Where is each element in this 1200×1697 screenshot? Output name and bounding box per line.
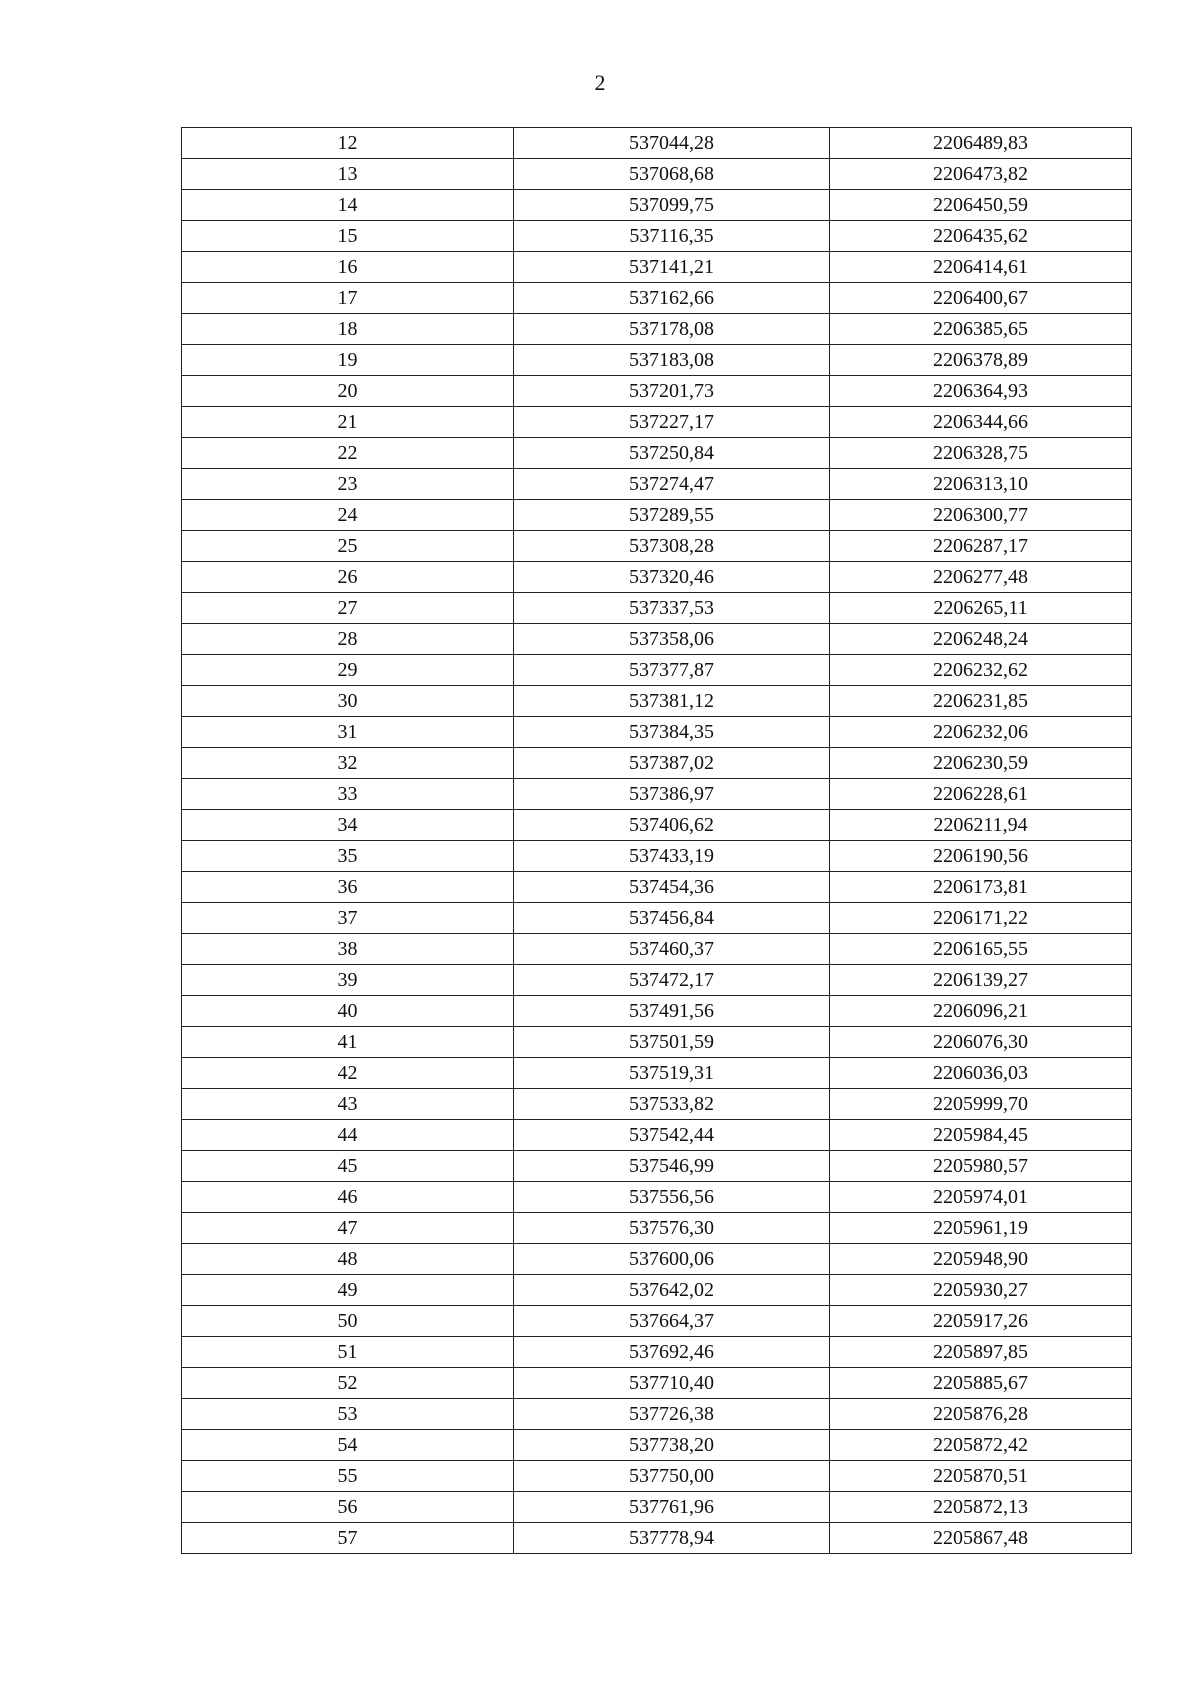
x-coordinate-cell: 537337,53 (514, 593, 830, 624)
x-coordinate-cell: 537519,31 (514, 1058, 830, 1089)
point-number-cell: 46 (182, 1182, 514, 1213)
point-number-cell: 41 (182, 1027, 514, 1058)
x-coordinate-cell: 537491,56 (514, 996, 830, 1027)
y-coordinate-cell: 2206165,55 (830, 934, 1132, 965)
y-coordinate-cell: 2206096,21 (830, 996, 1132, 1027)
point-number-cell: 13 (182, 159, 514, 190)
point-number-cell: 24 (182, 500, 514, 531)
y-coordinate-cell: 2205917,26 (830, 1306, 1132, 1337)
y-coordinate-cell: 2206211,94 (830, 810, 1132, 841)
table-row (182, 748, 1132, 779)
point-number-cell: 49 (182, 1275, 514, 1306)
x-coordinate-cell: 537456,84 (514, 903, 830, 934)
point-number-cell: 32 (182, 748, 514, 779)
y-coordinate-cell: 2206378,89 (830, 345, 1132, 376)
x-coordinate-cell: 537710,40 (514, 1368, 830, 1399)
table-row (182, 469, 1132, 500)
y-coordinate-cell: 2206232,62 (830, 655, 1132, 686)
point-number-cell: 22 (182, 438, 514, 469)
table-row (182, 1306, 1132, 1337)
y-coordinate-cell: 2206450,59 (830, 190, 1132, 221)
point-number-cell: 40 (182, 996, 514, 1027)
page-number: 2 (594, 70, 606, 95)
y-coordinate-cell: 2205867,48 (830, 1523, 1132, 1554)
point-number-cell: 19 (182, 345, 514, 376)
table-row (182, 903, 1132, 934)
point-number-cell: 33 (182, 779, 514, 810)
table-row (182, 872, 1132, 903)
x-coordinate-cell: 537377,87 (514, 655, 830, 686)
y-coordinate-cell: 2206265,11 (830, 593, 1132, 624)
x-coordinate-cell: 537542,44 (514, 1120, 830, 1151)
x-coordinate-cell: 537454,36 (514, 872, 830, 903)
table-row (182, 531, 1132, 562)
x-coordinate-cell: 537178,08 (514, 314, 830, 345)
point-number-cell: 16 (182, 252, 514, 283)
x-coordinate-cell: 537750,00 (514, 1461, 830, 1492)
point-number-cell: 37 (182, 903, 514, 934)
y-coordinate-cell: 2205980,57 (830, 1151, 1132, 1182)
table-row (182, 283, 1132, 314)
table-row (182, 1275, 1132, 1306)
y-coordinate-cell: 2206364,93 (830, 376, 1132, 407)
y-coordinate-cell: 2206173,81 (830, 872, 1132, 903)
point-number-cell: 56 (182, 1492, 514, 1523)
y-coordinate-cell: 2206414,61 (830, 252, 1132, 283)
table-row (182, 1027, 1132, 1058)
point-number-cell: 21 (182, 407, 514, 438)
y-coordinate-cell: 2205870,51 (830, 1461, 1132, 1492)
y-coordinate-cell: 2205897,85 (830, 1337, 1132, 1368)
x-coordinate-cell: 537099,75 (514, 190, 830, 221)
point-number-cell: 18 (182, 314, 514, 345)
y-coordinate-cell: 2206171,22 (830, 903, 1132, 934)
point-number-cell: 50 (182, 1306, 514, 1337)
y-coordinate-cell: 2206232,06 (830, 717, 1132, 748)
point-number-cell: 34 (182, 810, 514, 841)
table-row (182, 996, 1132, 1027)
point-number-cell: 26 (182, 562, 514, 593)
x-coordinate-cell: 537289,55 (514, 500, 830, 531)
point-number-cell: 39 (182, 965, 514, 996)
x-coordinate-cell: 537576,30 (514, 1213, 830, 1244)
x-coordinate-cell: 537642,02 (514, 1275, 830, 1306)
point-number-cell: 53 (182, 1399, 514, 1430)
point-number-cell: 55 (182, 1461, 514, 1492)
y-coordinate-cell: 2205984,45 (830, 1120, 1132, 1151)
table-row (182, 934, 1132, 965)
y-coordinate-cell: 2206228,61 (830, 779, 1132, 810)
table-row (182, 562, 1132, 593)
table-row (182, 841, 1132, 872)
x-coordinate-cell: 537227,17 (514, 407, 830, 438)
y-coordinate-cell: 2206248,24 (830, 624, 1132, 655)
point-number-cell: 31 (182, 717, 514, 748)
table-row (182, 159, 1132, 190)
y-coordinate-cell: 2206473,82 (830, 159, 1132, 190)
table-row (182, 965, 1132, 996)
table-row (182, 686, 1132, 717)
y-coordinate-cell: 2206036,03 (830, 1058, 1132, 1089)
table-row (182, 500, 1132, 531)
x-coordinate-cell: 537600,06 (514, 1244, 830, 1275)
x-coordinate-cell: 537472,17 (514, 965, 830, 996)
y-coordinate-cell: 2205930,27 (830, 1275, 1132, 1306)
x-coordinate-cell: 537556,56 (514, 1182, 830, 1213)
y-coordinate-cell: 2206287,17 (830, 531, 1132, 562)
x-coordinate-cell: 537320,46 (514, 562, 830, 593)
table-row (182, 376, 1132, 407)
x-coordinate-cell: 537386,97 (514, 779, 830, 810)
x-coordinate-cell: 537201,73 (514, 376, 830, 407)
point-number-cell: 38 (182, 934, 514, 965)
y-coordinate-cell: 2205872,42 (830, 1430, 1132, 1461)
table-row (182, 252, 1132, 283)
table-row (182, 1492, 1132, 1523)
table-row (182, 1058, 1132, 1089)
table-row (182, 593, 1132, 624)
y-coordinate-cell: 2206435,62 (830, 221, 1132, 252)
table-row (182, 314, 1132, 345)
x-coordinate-cell: 537460,37 (514, 934, 830, 965)
y-coordinate-cell: 2206139,27 (830, 965, 1132, 996)
table-row (182, 1430, 1132, 1461)
point-number-cell: 47 (182, 1213, 514, 1244)
table-row (182, 624, 1132, 655)
x-coordinate-cell: 537068,68 (514, 159, 830, 190)
y-coordinate-cell: 2206385,65 (830, 314, 1132, 345)
x-coordinate-cell: 537358,06 (514, 624, 830, 655)
point-number-cell: 12 (182, 128, 514, 159)
table-row (182, 779, 1132, 810)
y-coordinate-cell: 2205974,01 (830, 1182, 1132, 1213)
x-coordinate-cell: 537384,35 (514, 717, 830, 748)
table-row (182, 1337, 1132, 1368)
point-number-cell: 54 (182, 1430, 514, 1461)
point-number-cell: 48 (182, 1244, 514, 1275)
point-number-cell: 14 (182, 190, 514, 221)
point-number-cell: 44 (182, 1120, 514, 1151)
table-row (182, 345, 1132, 376)
x-coordinate-cell: 537778,94 (514, 1523, 830, 1554)
x-coordinate-cell: 537387,02 (514, 748, 830, 779)
x-coordinate-cell: 537433,19 (514, 841, 830, 872)
point-number-cell: 35 (182, 841, 514, 872)
x-coordinate-cell: 537044,28 (514, 128, 830, 159)
point-number-cell: 45 (182, 1151, 514, 1182)
y-coordinate-cell: 2206313,10 (830, 469, 1132, 500)
point-number-cell: 51 (182, 1337, 514, 1368)
table-row (182, 1182, 1132, 1213)
point-number-cell: 36 (182, 872, 514, 903)
x-coordinate-cell: 537274,47 (514, 469, 830, 500)
point-number-cell: 27 (182, 593, 514, 624)
table-row (182, 655, 1132, 686)
point-number-cell: 30 (182, 686, 514, 717)
x-coordinate-cell: 537183,08 (514, 345, 830, 376)
point-number-cell: 20 (182, 376, 514, 407)
x-coordinate-cell: 537116,35 (514, 221, 830, 252)
x-coordinate-cell: 537406,62 (514, 810, 830, 841)
table-row (182, 1399, 1132, 1430)
y-coordinate-cell: 2205948,90 (830, 1244, 1132, 1275)
point-number-cell: 29 (182, 655, 514, 686)
coordinates-table-body (182, 128, 1132, 1554)
x-coordinate-cell: 537692,46 (514, 1337, 830, 1368)
table-row (182, 190, 1132, 221)
x-coordinate-cell: 537381,12 (514, 686, 830, 717)
y-coordinate-cell: 2205961,19 (830, 1213, 1132, 1244)
y-coordinate-cell: 2205885,67 (830, 1368, 1132, 1399)
point-number-cell: 28 (182, 624, 514, 655)
point-number-cell: 57 (182, 1523, 514, 1554)
table-row (182, 1523, 1132, 1554)
point-number-cell: 15 (182, 221, 514, 252)
table-row (182, 407, 1132, 438)
x-coordinate-cell: 537141,21 (514, 252, 830, 283)
y-coordinate-cell: 2205872,13 (830, 1492, 1132, 1523)
table-row (182, 810, 1132, 841)
point-number-cell: 52 (182, 1368, 514, 1399)
point-number-cell: 23 (182, 469, 514, 500)
table-row (182, 1244, 1132, 1275)
table-row (182, 221, 1132, 252)
table-row (182, 128, 1132, 159)
table-row (182, 717, 1132, 748)
x-coordinate-cell: 537162,66 (514, 283, 830, 314)
x-coordinate-cell: 537546,99 (514, 1151, 830, 1182)
table-row (182, 1368, 1132, 1399)
point-number-cell: 25 (182, 531, 514, 562)
x-coordinate-cell: 537664,37 (514, 1306, 830, 1337)
y-coordinate-cell: 2206300,77 (830, 500, 1132, 531)
y-coordinate-cell: 2205876,28 (830, 1399, 1132, 1430)
y-coordinate-cell: 2206190,56 (830, 841, 1132, 872)
y-coordinate-cell: 2206489,83 (830, 128, 1132, 159)
table-row (182, 1089, 1132, 1120)
table-row (182, 1461, 1132, 1492)
y-coordinate-cell: 2206076,30 (830, 1027, 1132, 1058)
x-coordinate-cell: 537726,38 (514, 1399, 830, 1430)
x-coordinate-cell: 537250,84 (514, 438, 830, 469)
table-row (182, 1151, 1132, 1182)
y-coordinate-cell: 2206344,66 (830, 407, 1132, 438)
y-coordinate-cell: 2206277,48 (830, 562, 1132, 593)
x-coordinate-cell: 537308,28 (514, 531, 830, 562)
x-coordinate-cell: 537533,82 (514, 1089, 830, 1120)
x-coordinate-cell: 537738,20 (514, 1430, 830, 1461)
y-coordinate-cell: 2206328,75 (830, 438, 1132, 469)
y-coordinate-cell: 2206400,67 (830, 283, 1132, 314)
x-coordinate-cell: 537761,96 (514, 1492, 830, 1523)
y-coordinate-cell: 2206230,59 (830, 748, 1132, 779)
coordinates-table (181, 127, 1132, 1554)
y-coordinate-cell: 2206231,85 (830, 686, 1132, 717)
point-number-cell: 17 (182, 283, 514, 314)
point-number-cell: 43 (182, 1089, 514, 1120)
x-coordinate-cell: 537501,59 (514, 1027, 830, 1058)
y-coordinate-cell: 2205999,70 (830, 1089, 1132, 1120)
table-row (182, 1213, 1132, 1244)
table-row (182, 438, 1132, 469)
point-number-cell: 42 (182, 1058, 514, 1089)
table-row (182, 1120, 1132, 1151)
